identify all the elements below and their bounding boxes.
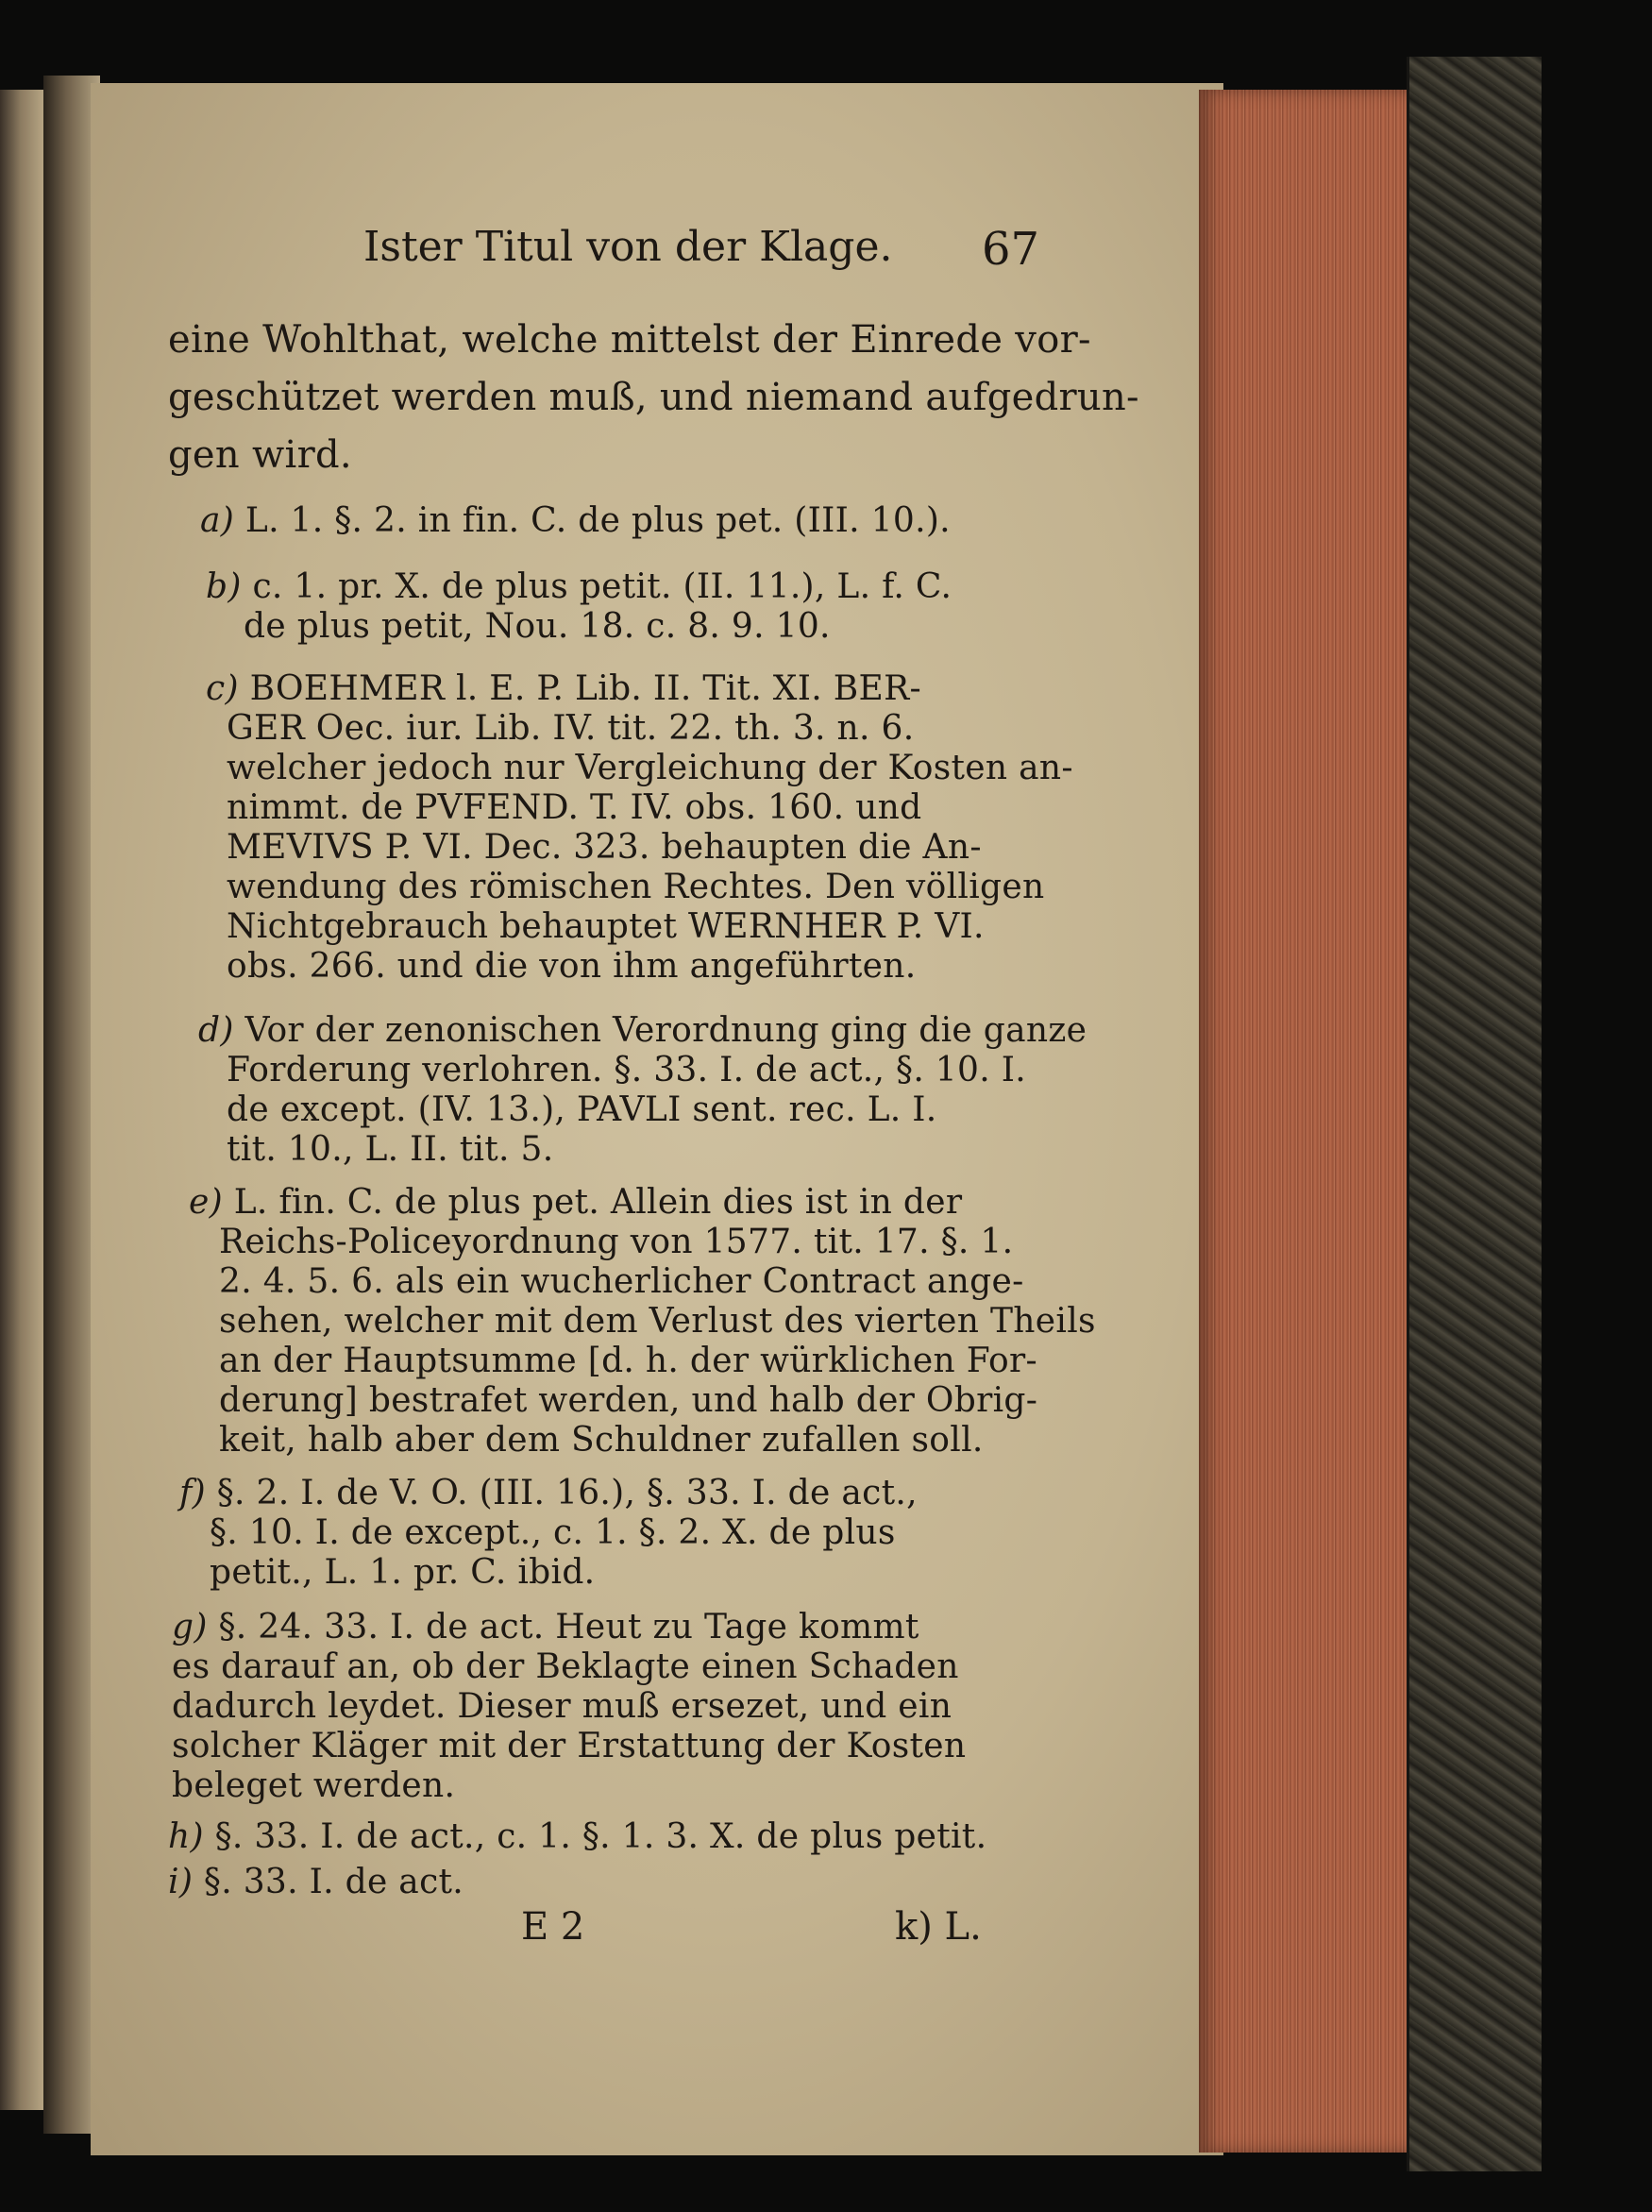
footnote-line: Reichs-Policeyordnung von 1577. tit. 17. §. 1.	[219, 1223, 1014, 1261]
footnote-line: obs. 266. und die von ihm angeführten.	[227, 947, 917, 986]
body-line: eine Wohlthat, welche mittelst der Einrede vor-	[168, 318, 1091, 362]
footnote-line: keit, halb aber dem Schuldner zufallen soll.	[219, 1421, 984, 1460]
footnote-line: de except. (IV. 13.), PAVLI sent. rec. L. I.	[227, 1090, 937, 1129]
footnote-line: de plus petit, Nou. 18. c. 8. 9. 10.	[244, 607, 831, 646]
footnote-line: tit. 10., L. II. tit. 5.	[227, 1130, 554, 1169]
footnote-b: b) c. 1. pr. X. de plus petit. (II. 11.), L. f. C.	[206, 567, 952, 606]
footnote-line: GER Oec. iur. Lib. IV. tit. 22. th. 3. n. 6.	[227, 709, 915, 748]
footnote-line: beleget werden.	[172, 1766, 456, 1805]
footnote-line: 2. 4. 5. 6. als ein wucherlicher Contract ange-	[219, 1262, 1024, 1301]
page-number: 67	[982, 223, 1040, 276]
body-line: geschützet werden muß, und niemand aufgedrun-	[168, 376, 1139, 419]
footnote-i: i) §. 33. I. de act.	[168, 1863, 464, 1901]
footnote-line: welcher jedoch nur Vergleichung der Kosten an-	[227, 749, 1073, 787]
footnote-e: e) L. fin. C. de plus pet. Allein dies ist in der	[189, 1183, 963, 1222]
running-head	[363, 223, 1053, 279]
footnote-g: g) §. 24. 33. I. de act. Heut zu Tage kommt	[172, 1608, 919, 1646]
footnote-f: f) §. 2. I. de V. O. (III. 16.), §. 33. I. de act.,	[179, 1474, 918, 1512]
footnote-line: sehen, welcher mit dem Verlust des vierten Theils	[219, 1302, 1096, 1341]
footnote-line: dadurch leydet. Dieser muß ersezet, und ein	[172, 1687, 952, 1726]
footnote-line: §. 10. I. de except., c. 1. §. 2. X. de plus	[210, 1513, 896, 1552]
footnote-line: an der Hauptsumme [d. h. der würklichen For-	[219, 1342, 1037, 1380]
footnote-d: d) Vor der zenonischen Verordnung ging die ganze	[198, 1011, 1087, 1050]
catchword: k) L.	[895, 1905, 982, 1949]
footnote-line: petit., L. 1. pr. C. ibid.	[210, 1553, 596, 1592]
footnote-line: wendung des römischen Rechtes. Den völligen	[227, 868, 1045, 906]
footnote-line: MEVIVS P. VI. Dec. 323. behaupten die An-	[227, 828, 982, 867]
running-title: Ister Titul von der Klage.	[363, 223, 893, 271]
signature-mark: E 2	[521, 1905, 585, 1949]
footnote-line: es darauf an, ob der Beklagte einen Schaden	[172, 1647, 959, 1686]
footnote-h: h) §. 33. I. de act., c. 1. §. 1. 3. X. de plus petit.	[168, 1817, 987, 1856]
footnote-line: solcher Kläger mit der Erstattung der Kosten	[172, 1727, 967, 1765]
footnote-c: c) BOEHMER l. E. P. Lib. II. Tit. XI. BER-	[206, 669, 921, 708]
footnote-line: nimmt. de PVFEND. T. IV. obs. 160. und	[227, 788, 922, 827]
body-line: gen wird.	[168, 433, 352, 477]
footnote-line: Forderung verlohren. §. 33. I. de act., §. 10. I.	[227, 1051, 1026, 1089]
footnote-a: a) L. 1. §. 2. in fin. C. de plus pet. (III. 10.).	[200, 501, 951, 540]
footnote-line: derung] bestrafet werden, und halb der Obrig-	[219, 1381, 1038, 1420]
footnote-line: Nichtgebrauch behauptet WERNHER P. VI.	[227, 907, 985, 946]
